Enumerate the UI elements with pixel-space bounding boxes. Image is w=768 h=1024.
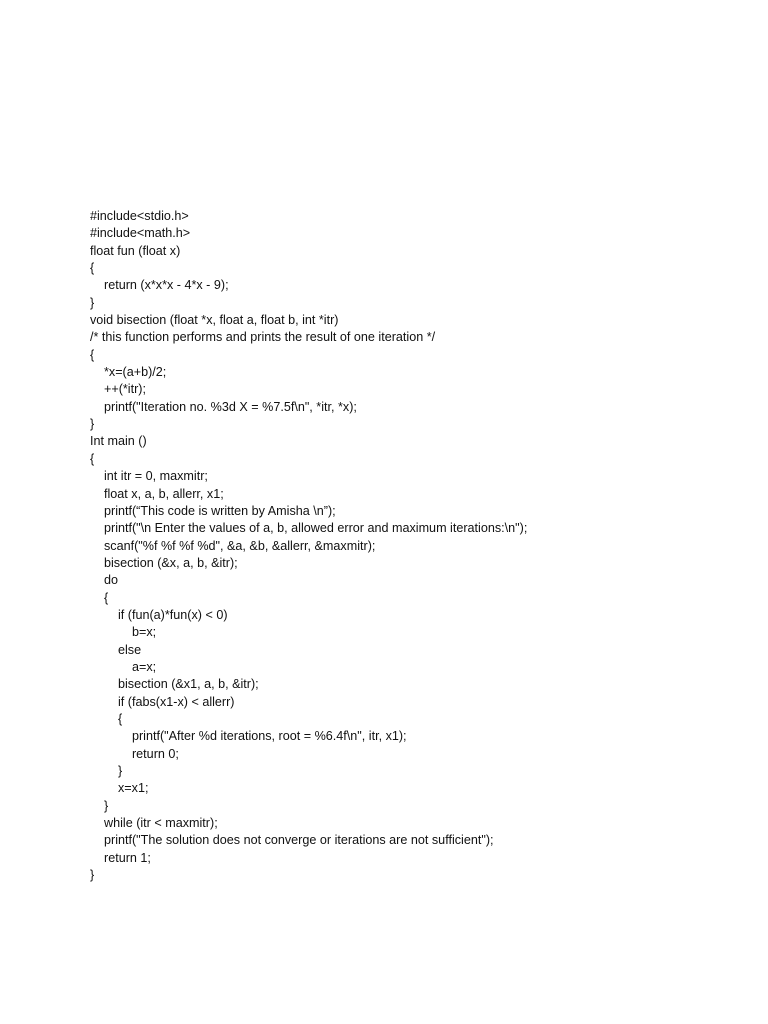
code-line-bisection-signature: void bisection (float *x, float a, float b, int *itr) xyxy=(90,313,339,328)
code-line: int itr = 0, maxmitr; xyxy=(90,469,208,484)
code-line: b=x; xyxy=(90,625,157,640)
code-line: scanf("%f %f %f %d", &a, &b, &allerr, &maxmitr); xyxy=(90,538,376,553)
code-line: printf("Iteration no. %3d X = %7.5f\n", *itr, *x); xyxy=(90,399,357,414)
code-line: } xyxy=(90,417,95,432)
code-line: printf(“This code is written by Amisha \n”); xyxy=(90,503,336,518)
code-comment: /* this function performs and prints the result of one iteration */ xyxy=(90,330,436,345)
code-line: do xyxy=(90,573,119,588)
code-line-fun-signature: float fun (float x) xyxy=(90,243,181,258)
code-line: printf("\n Enter the values of a, b, allowed error and maximum iterations:\n"); xyxy=(90,521,528,536)
code-line: a=x; xyxy=(90,659,157,674)
code-line: } xyxy=(90,798,109,813)
code-line-include-stdio: #include<stdio.h> xyxy=(90,209,189,223)
code-line: } xyxy=(90,868,95,883)
code-line: { xyxy=(90,347,95,362)
code-line: x=x1; xyxy=(90,781,149,796)
code-line: { xyxy=(90,590,109,605)
code-line: *x=(a+b)/2; xyxy=(90,365,167,380)
code-line: while (itr < maxmitr); xyxy=(90,816,218,831)
code-line: else xyxy=(90,642,142,657)
code-line: bisection (&x, a, b, &itr); xyxy=(90,555,238,570)
code-line: { xyxy=(90,711,123,726)
code-line: if (fabs(x1-x) < allerr) xyxy=(90,694,235,709)
code-line-main-signature: Int main () xyxy=(90,434,147,449)
code-line: { xyxy=(90,451,95,466)
code-line: return 1; xyxy=(90,850,151,865)
code-line: printf("After %d iterations, root = %6.4f\n", itr, x1); xyxy=(90,729,407,744)
code-line-include-math: #include<math.h> xyxy=(90,226,191,241)
code-line: float x, a, b, allerr, x1; xyxy=(90,486,224,501)
code-line: ++(*itr); xyxy=(90,382,146,397)
code-line: bisection (&x1, a, b, &itr); xyxy=(90,677,259,692)
code-line: } xyxy=(90,764,123,778)
code-listing xyxy=(90,208,730,884)
code-line: { xyxy=(90,261,95,276)
code-line: return 0; xyxy=(90,746,179,761)
code-line: if (fun(a)*fun(x) < 0) xyxy=(90,607,228,622)
code-line: printf("The solution does not converge or iterations are not sufficient"); xyxy=(90,833,494,848)
code-line: return (x*x*x - 4*x - 9); xyxy=(90,278,229,293)
code-line: } xyxy=(90,295,95,310)
